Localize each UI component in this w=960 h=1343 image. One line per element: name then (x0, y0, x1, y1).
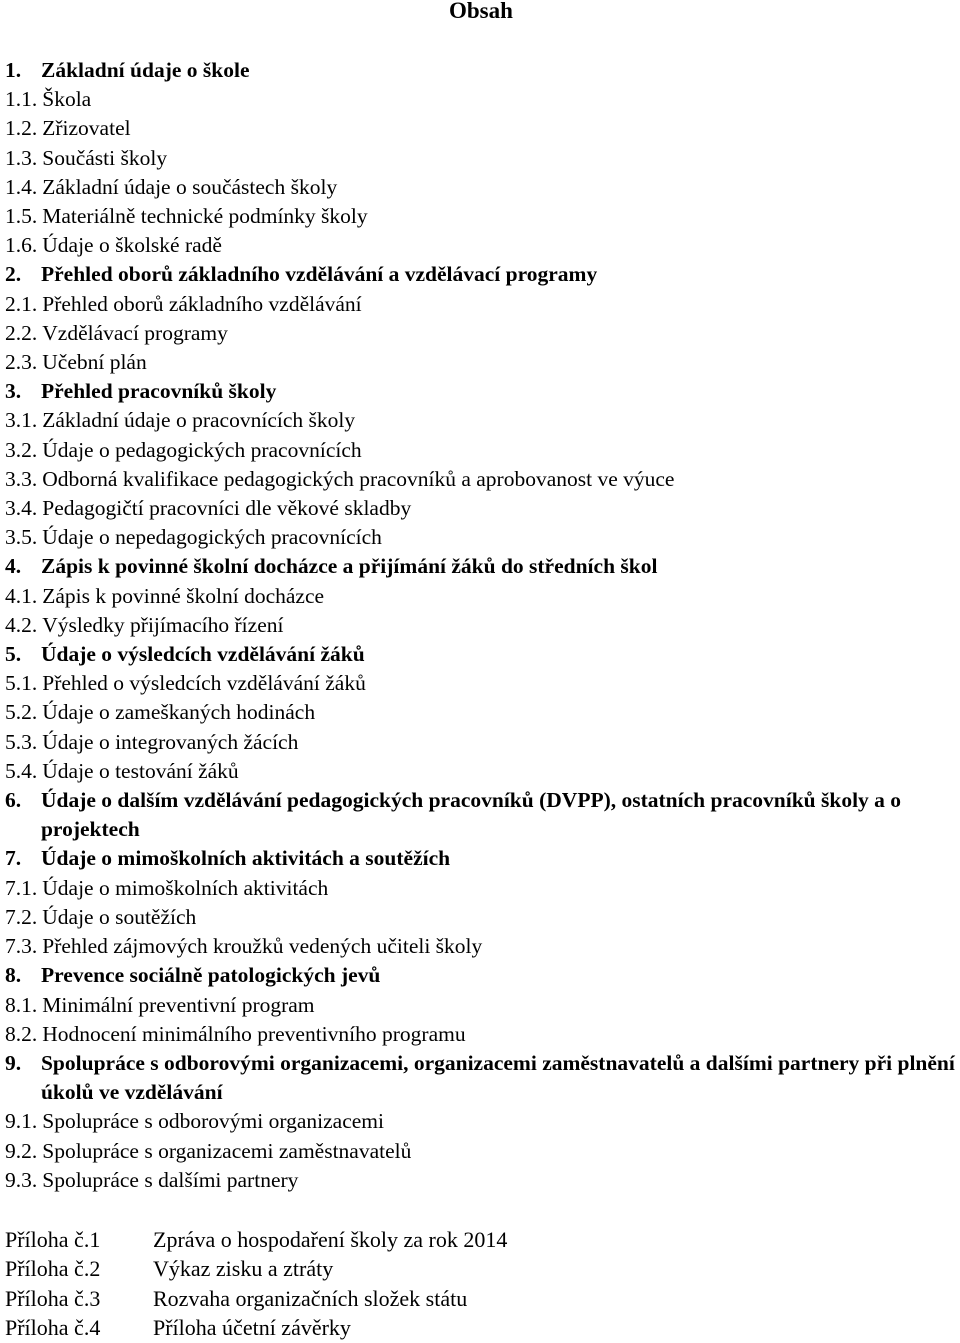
toc-title: Výsledky přijímacího řízení (42, 612, 284, 637)
toc-title: Vzdělávací programy (42, 320, 228, 345)
toc-title: Prevence sociálně patologických jevů (41, 963, 381, 988)
toc-section[interactable] (5, 903, 960, 932)
annex-item[interactable] (5, 1284, 507, 1313)
toc-chapter[interactable] (5, 552, 960, 581)
toc-title: Pedagogičtí pracovníci dle věkové skladby (42, 496, 412, 521)
toc-number: 1.4. (5, 174, 38, 199)
toc-section[interactable] (5, 173, 960, 202)
toc-number: 5.2. (5, 700, 38, 725)
toc-section[interactable] (5, 698, 960, 727)
toc-section[interactable] (5, 669, 960, 698)
toc-number: 9.3. (5, 1167, 38, 1192)
toc-number: 2.1. (5, 291, 38, 316)
toc-chapter[interactable] (5, 844, 960, 873)
toc-title: Údaje o testování žáků (42, 758, 239, 783)
toc-chapter[interactable] (5, 786, 960, 844)
toc-title: Minimální preventivní program (42, 992, 315, 1017)
toc-section[interactable] (5, 144, 960, 173)
toc-section[interactable] (5, 932, 960, 961)
toc-section[interactable] (5, 991, 960, 1020)
toc-title: Údaje o dalším vzdělávání pedagogických pracovníků (DVPP), ostatních pracovníků školy a o projektech (40, 788, 902, 842)
toc-number: 1.1. (5, 87, 38, 112)
annex-title: Příloha účetní závěrky (153, 1315, 351, 1341)
toc-number: 3.1. (5, 408, 38, 433)
page-title: Obsah (449, 0, 513, 23)
toc-number: 2.3. (5, 350, 38, 375)
annex-item[interactable] (5, 1225, 507, 1254)
toc-number: 7.3. (5, 934, 38, 959)
toc-title: Spolupráce s odborovými organizacemi (42, 1109, 384, 1134)
toc-number: 5. (5, 642, 22, 667)
toc-section[interactable] (5, 348, 960, 377)
toc-title: Spolupráce s organizacemi zaměstnavatelů (42, 1138, 412, 1163)
toc-number: 2.2. (5, 320, 38, 345)
toc-section[interactable] (5, 114, 960, 143)
annex-title: Zpráva o hospodaření školy za rok 2014 (153, 1227, 508, 1252)
toc-number: 4.1. (5, 583, 38, 608)
toc-title: Základní údaje o škole (41, 58, 250, 82)
toc-section[interactable] (5, 1166, 960, 1195)
annex-list (5, 1225, 507, 1343)
toc-section[interactable] (5, 406, 960, 435)
annex-label: Příloha č.4 (5, 1315, 101, 1341)
toc-number: 3.5. (5, 525, 38, 550)
toc-title: Přehled pracovníků školy (41, 379, 277, 404)
annex-title: Rozvaha organizačních složek státu (153, 1285, 468, 1311)
toc-number: 1.2. (5, 116, 38, 141)
toc-number: 5.3. (5, 729, 38, 754)
toc-title: Přehled oborů základního vzdělávání (42, 291, 362, 316)
annex-item[interactable] (5, 1254, 507, 1283)
toc-section[interactable] (5, 231, 960, 260)
toc-number: 9.2. (5, 1138, 38, 1163)
toc-number: 7. (5, 846, 22, 871)
toc-title: Přehled oborů základního vzdělávání a vzdělávací programy (41, 262, 598, 287)
toc-title: Hodnocení minimálního preventivního programu (42, 1021, 466, 1046)
annex-title: Výkaz zisku a ztráty (153, 1256, 334, 1282)
toc-title: Spolupráce s dalšími partnery (42, 1167, 299, 1192)
toc-title: Učební plán (42, 350, 147, 375)
toc-section[interactable] (5, 319, 960, 348)
toc-title: Škola (42, 87, 92, 112)
toc-number: 1.5. (5, 204, 38, 229)
toc-section[interactable] (5, 494, 960, 523)
toc-title: Přehled o výsledcích vzdělávání žáků (42, 671, 366, 696)
toc-number: 9. (5, 1050, 22, 1075)
toc-section[interactable] (5, 757, 960, 786)
toc-number: 4. (5, 554, 22, 579)
toc-title: Zřizovatel (42, 116, 131, 141)
toc-title: Údaje o mimoškolních aktivitách a soutěžích (41, 846, 451, 871)
toc-number: 5.1. (5, 671, 38, 696)
toc-title: Údaje o mimoškolních aktivitách (42, 875, 329, 900)
annex-label: Příloha č.2 (5, 1256, 101, 1282)
toc-title: Údaje o pedagogických pracovnících (42, 437, 362, 462)
toc-title: Údaje o školské radě (42, 233, 222, 258)
toc-chapter[interactable] (5, 377, 960, 406)
toc-section[interactable] (5, 582, 960, 611)
toc-title: Údaje o integrovaných žácích (42, 729, 299, 754)
toc-number: 1. (5, 58, 22, 82)
toc-title: Údaje o soutěžích (42, 904, 197, 929)
toc-section[interactable] (5, 85, 960, 114)
toc-section[interactable] (5, 1137, 960, 1166)
toc-section[interactable] (5, 728, 960, 757)
toc-section[interactable] (5, 523, 960, 552)
toc-title: Odborná kvalifikace pedagogických pracovníků a aprobovanost ve výuce (42, 466, 675, 491)
toc-number: 9.1. (5, 1109, 38, 1134)
toc-number: 3.2. (5, 437, 38, 462)
toc-title: Spolupráce s odborovými organizacemi, organizacemi zaměstnavatelů a dalšími partnery při plnění úkolů ve vzdělávání (40, 1050, 955, 1105)
toc-number: 3.3. (5, 466, 38, 491)
toc-title: Materiálně technické podmínky školy (42, 204, 368, 229)
annex-label: Příloha č.1 (5, 1227, 101, 1252)
toc-number: 6. (5, 788, 22, 813)
toc-title: Základní údaje o pracovnících školy (42, 408, 356, 433)
toc-chapter[interactable] (5, 961, 960, 990)
toc-section[interactable] (5, 465, 960, 494)
toc-number: 1.3. (5, 145, 38, 170)
toc-section[interactable] (5, 436, 960, 465)
toc-section[interactable] (5, 1107, 960, 1136)
toc-number: 8.1. (5, 992, 38, 1017)
toc-title: Přehled zájmových kroužků vedených učiteli školy (42, 934, 483, 959)
toc-chapter[interactable] (5, 640, 960, 669)
toc-section[interactable] (5, 611, 960, 640)
toc-number: 7.1. (5, 875, 38, 900)
toc-title: Údaje o nepedagogických pracovnících (42, 525, 382, 550)
toc-title: Zápis k povinné školní docházce a přijímání žáků do středních škol (41, 554, 658, 579)
toc-number: 4.2. (5, 612, 38, 637)
annex-item[interactable] (5, 1313, 507, 1342)
toc-title: Údaje o zameškaných hodinách (42, 700, 316, 725)
toc-number: 7.2. (5, 904, 38, 929)
toc-title: Údaje o výsledcích vzdělávání žáků (41, 642, 365, 667)
toc-chapter[interactable] (5, 56, 960, 85)
toc-title: Zápis k povinné školní docházce (42, 583, 325, 608)
toc-number: 3. (5, 379, 22, 404)
toc-number: 8.2. (5, 1021, 38, 1046)
toc-number: 1.6. (5, 233, 38, 258)
toc-chapter[interactable] (5, 1049, 960, 1107)
toc-number: 3.4. (5, 496, 38, 521)
toc-chapter[interactable] (5, 260, 960, 289)
toc-number: 8. (5, 963, 22, 988)
toc-section[interactable] (5, 1020, 960, 1049)
toc-title: Součásti školy (42, 145, 168, 170)
toc-section[interactable] (5, 874, 960, 903)
table-of-contents (5, 56, 960, 1195)
toc-section[interactable] (5, 202, 960, 231)
toc-section[interactable] (5, 290, 960, 319)
toc-title: Základní údaje o součástech školy (42, 174, 338, 199)
annex-label: Příloha č.3 (5, 1285, 101, 1311)
toc-number: 5.4. (5, 758, 38, 783)
toc-number: 2. (5, 262, 22, 287)
